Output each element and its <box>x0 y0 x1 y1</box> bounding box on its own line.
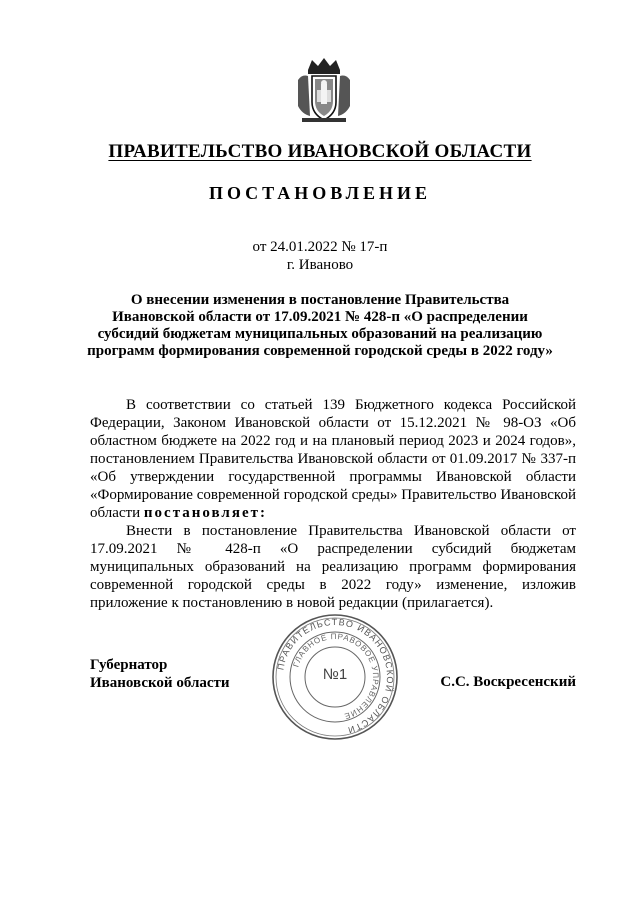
subject-line: программ формирования современной городской среды в 2022 году» <box>87 343 553 359</box>
preamble-text: В соответствии со статьей 139 Бюджетного кодекса Российской Федерации, Законом Ивановской области от 15.12.2021 № 98-ОЗ «Об областном бюджете на 2022 год и на плановый период 2023 и 2024 годов», постановлением Правительства Ивановской области от 01.09.2017 № 337-п «Об утверждении государственной программы Ивановской области «Формирование современной городской среды» Правительство Ивановской области <box>90 397 576 521</box>
signer-name: С.С. Воскресенский <box>440 674 576 690</box>
resolution-text: Внести в постановление Правительства Ивановской области от 17.09.2021 № 428-п «О распределении субсидий бюджетам муниципальных образований на реализацию программ формирования современной городской среды в 2022 году» изменение, изложив приложение к постановлению в новой редакции (прилагается). <box>90 523 576 611</box>
document-subject <box>80 292 560 360</box>
subject-line: О внесении изменения в постановление Правительства <box>130 292 510 308</box>
document-type-title: ПОСТАНОВЛЕНИЕ <box>208 183 432 203</box>
document-city: г. Иваново <box>286 257 354 273</box>
body-paragraph-resolution <box>90 522 576 612</box>
signer-title <box>90 656 230 692</box>
subject-line: Ивановской области от 17.09.2021 № 428-п «О распределении <box>112 309 528 325</box>
decree-word: постановляет: <box>143 505 267 521</box>
svg-text:ПРАВИТЕЛЬСТВО ИВАНОВСКОЙ ОБЛАС: ПРАВИТЕЛЬСТВО ИВАНОВСКОЙ ОБЛАСТИ <box>275 616 396 736</box>
government-title: ПРАВИТЕЛЬСТВО ИВАНОВСКОЙ ОБЛАСТИ <box>108 141 532 162</box>
stamp-number: №1 <box>322 666 348 683</box>
official-stamp <box>270 612 400 742</box>
signer-position: Губернатор <box>90 657 168 673</box>
document-date-number: от 24.01.2022 № 17-п <box>252 239 388 255</box>
subject-line: субсидий бюджетам муниципальных образований на реализацию <box>97 326 543 342</box>
ivanovo-coat-of-arms-icon <box>296 56 352 124</box>
signer-region: Ивановской области <box>90 675 230 691</box>
body-paragraph-preamble <box>90 396 576 522</box>
svg-text:ГЛАВНОЕ ПРАВОВОЕ УПРАВЛЕНИЕ: ГЛАВНОЕ ПРАВОВОЕ УПРАВЛЕНИЕ <box>291 631 381 721</box>
